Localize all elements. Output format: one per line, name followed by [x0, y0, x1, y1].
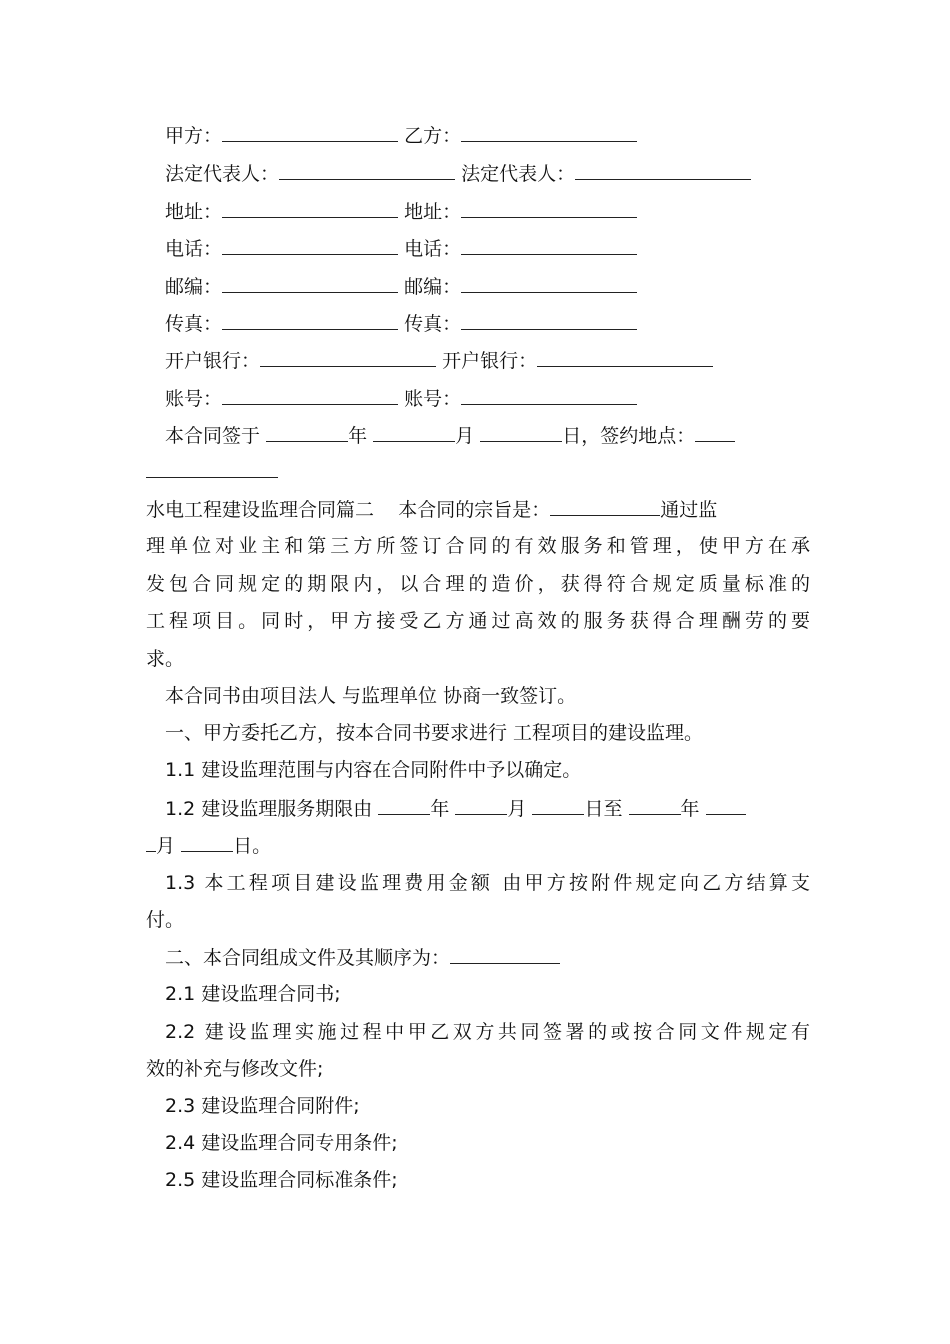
party-a-row — [146, 117, 810, 154]
party-b-blank — [461, 117, 637, 142]
clause-1-2 — [146, 790, 810, 827]
end-month-blank-2 — [146, 827, 156, 852]
phone-a-blank — [222, 230, 398, 255]
signing-row — [146, 417, 810, 454]
clause-2-1: 2.1 建设监理合同书; — [165, 983, 341, 1005]
purpose-line-4: 求。 — [146, 648, 185, 670]
start-year-label: 年 — [430, 798, 450, 820]
clause-2-5: 2.5 建设监理合同标准条件; — [165, 1169, 398, 1191]
bank-b-blank — [537, 342, 713, 367]
end-month-blank — [706, 790, 746, 815]
address-b-blank — [461, 193, 637, 218]
end-year-blank — [629, 790, 681, 815]
legal-rep-b-blank — [575, 155, 751, 180]
phone-a-label: 电话： — [165, 238, 223, 260]
address-row — [146, 193, 810, 230]
legal-rep-a-label: 法定代表人： — [165, 163, 280, 185]
fax-a-blank — [222, 305, 398, 330]
purpose-blank — [550, 491, 660, 516]
postcode-b-label: 邮编： — [404, 276, 462, 298]
start-year-blank — [378, 790, 430, 815]
clause-2-2-line-2: 效的补充与修改文件; — [146, 1058, 324, 1080]
signing-place-blank-2 — [146, 453, 278, 478]
section-two-title: 水电工程建设监理合同篇二 — [146, 499, 375, 521]
end-day-label: 日。 — [233, 835, 272, 857]
signing-month: 月 — [455, 425, 475, 447]
signing-month-blank — [373, 417, 455, 442]
phone-b-blank — [461, 230, 637, 255]
signing-day-place: 日，签约地点： — [562, 425, 696, 447]
purpose-tail: 通过监 — [660, 499, 718, 521]
phone-b-label: 电话： — [404, 238, 462, 260]
postcode-b-blank — [461, 268, 637, 293]
account-row — [146, 380, 810, 417]
clause-1-2-text: 1.2 建设监理服务期限由 — [165, 798, 373, 820]
account-a-label: 账号： — [165, 388, 223, 410]
purpose-line-2: 发包合同规定的期限内，以合理的造价，获得符合规定质量标准的 — [146, 573, 810, 595]
address-a-label: 地址： — [165, 201, 223, 223]
section-two-heading — [146, 491, 810, 528]
account-b-blank — [461, 380, 637, 405]
clause-1-2-continuation — [146, 827, 810, 864]
clause-1-3-line-2: 付。 — [146, 909, 185, 931]
legal-rep-row — [146, 155, 810, 192]
party-a-blank — [222, 117, 398, 142]
clause-2-text: 二、本合同组成文件及其顺序为： — [165, 947, 451, 969]
bank-row — [146, 342, 810, 379]
account-a-blank — [222, 380, 398, 405]
end-day-blank — [181, 827, 233, 852]
purpose-line-1: 理单位对业主和第三方所签订合同的有效服务和管理，使甲方在承 — [146, 535, 810, 557]
fax-b-blank — [461, 305, 637, 330]
signing-year: 年 — [348, 425, 368, 447]
purpose-line-3: 工程项目。同时，甲方接受乙方通过高效的服务获得合理酬劳的要 — [146, 610, 810, 632]
legal-rep-b-label: 法定代表人： — [461, 163, 576, 185]
fax-row — [146, 305, 810, 342]
fax-b-label: 传真： — [404, 313, 462, 335]
clause-2 — [146, 939, 810, 976]
bank-b-label: 开户银行： — [442, 350, 538, 372]
signing-place-continuation — [146, 453, 810, 490]
party-b-label: 乙方： — [404, 125, 462, 147]
end-year-label: 年 — [680, 798, 700, 820]
clause-2-2-line-1: 2.2 建设监理实施过程中甲乙双方共同签署的或按合同文件规定有 — [165, 1021, 810, 1043]
clause-2-blank — [450, 939, 560, 964]
clause-1-1: 1.1 建设监理范围与内容在合同附件中予以确定。 — [165, 759, 582, 781]
signing-place-blank — [695, 417, 735, 442]
start-month-blank — [455, 790, 507, 815]
account-b-label: 账号： — [404, 388, 462, 410]
postcode-row — [146, 268, 810, 305]
bank-a-blank — [260, 342, 436, 367]
bank-a-label: 开户银行： — [165, 350, 261, 372]
address-b-label: 地址： — [404, 201, 462, 223]
phone-row — [146, 230, 810, 267]
signing-year-blank — [266, 417, 348, 442]
end-month-label: 月 — [156, 835, 176, 857]
signing-day-blank — [480, 417, 562, 442]
party-a-label: 甲方： — [165, 125, 223, 147]
signing-prefix: 本合同签于 — [165, 425, 261, 447]
start-day-to-label: 日至 — [584, 798, 623, 820]
fax-a-label: 传真： — [165, 313, 223, 335]
clause-1-3-line-1: 1.3 本工程项目建设监理费用金额 由甲方按附件规定向乙方结算支 — [165, 872, 810, 894]
legal-rep-a-blank — [279, 155, 455, 180]
clause-2-4: 2.4 建设监理合同专用条件; — [165, 1132, 398, 1154]
agreement-line: 本合同书由项目法人 与监理单位 协商一致签订。 — [165, 685, 577, 707]
purpose-label: 本合同的宗旨是： — [398, 499, 551, 521]
clause-1: 一、甲方委托乙方，按本合同书要求进行 工程项目的建设监理。 — [165, 722, 704, 744]
address-a-blank — [222, 193, 398, 218]
postcode-a-label: 邮编： — [165, 276, 223, 298]
start-day-blank — [532, 790, 584, 815]
clause-2-3: 2.3 建设监理合同附件; — [165, 1095, 360, 1117]
postcode-a-blank — [222, 268, 398, 293]
start-month-label: 月 — [507, 798, 527, 820]
